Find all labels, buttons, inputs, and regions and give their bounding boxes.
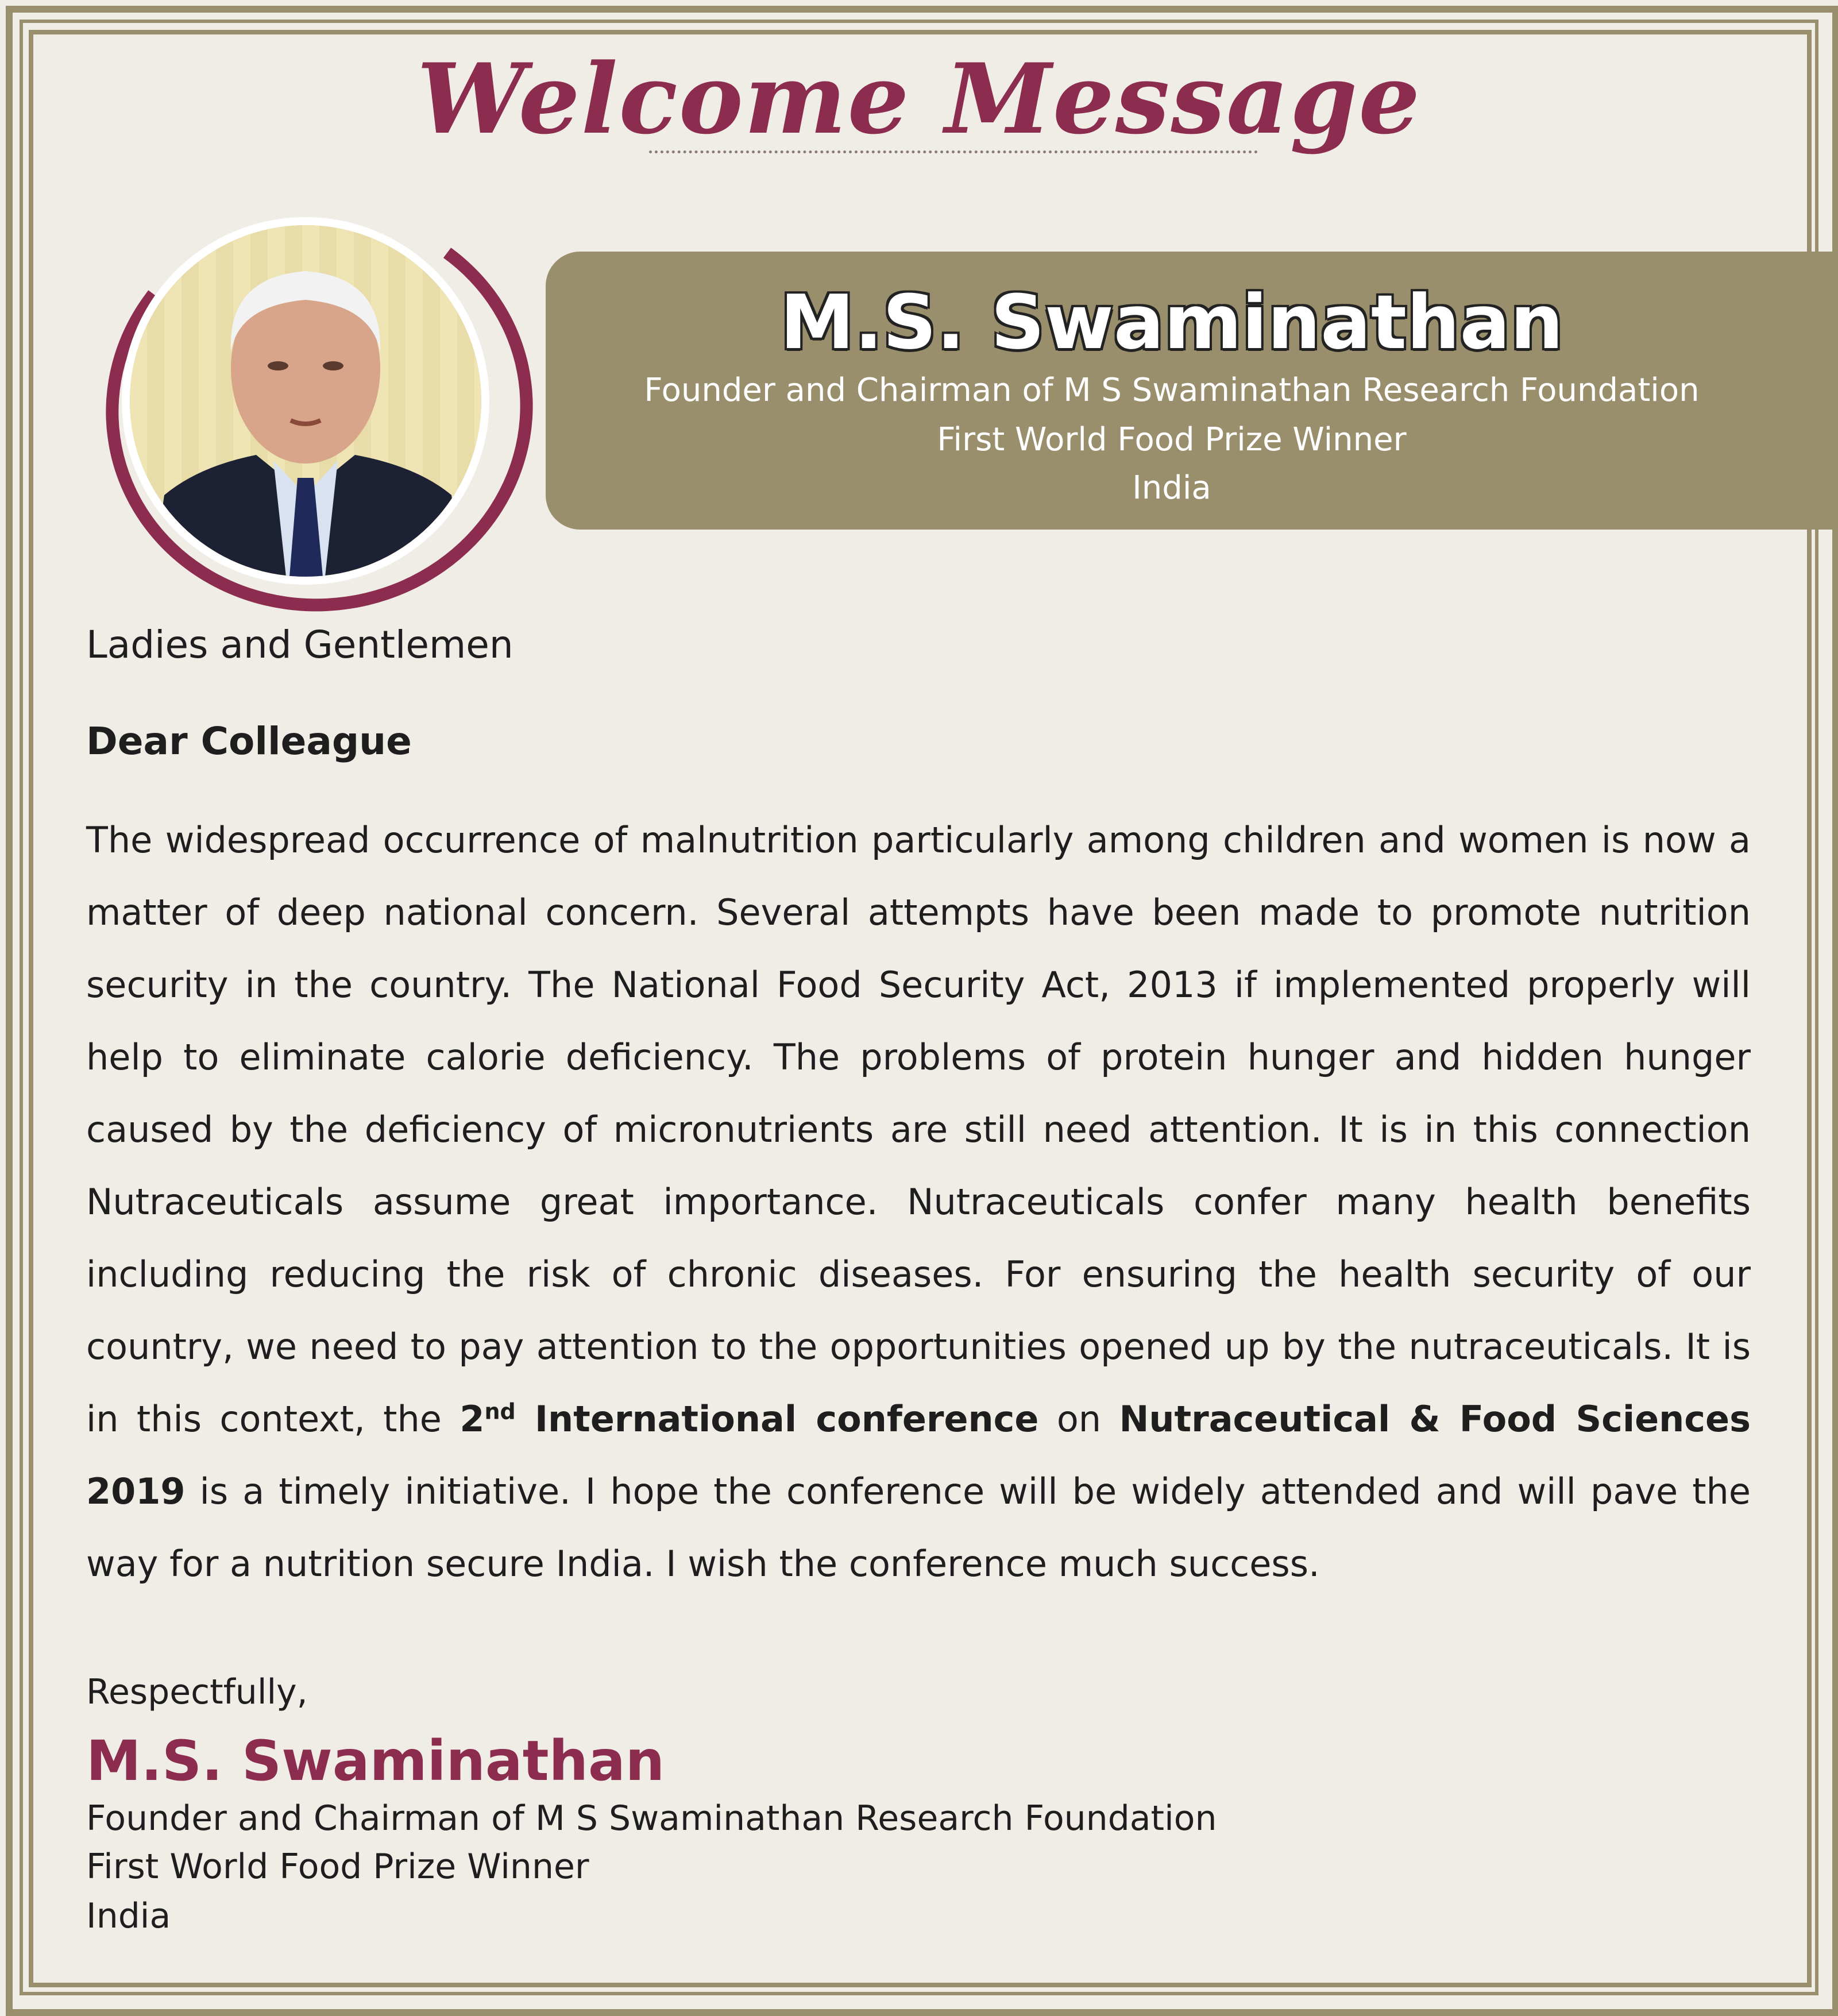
conference-name: International conference bbox=[515, 1398, 1039, 1440]
banner-country: India bbox=[1132, 469, 1211, 507]
body-outro: is a timely initiative. I hope the conference will be widely attended and will pave the way for a nutrition secure India. I wish the conference much success. bbox=[86, 1470, 1751, 1585]
signature-award: First World Food Prize Winner bbox=[86, 1847, 589, 1887]
page-title: Welcome Message bbox=[416, 42, 1422, 156]
signature-country: India bbox=[86, 1896, 171, 1936]
profile-photo bbox=[122, 217, 489, 585]
signature-name: M.S. Swaminathan bbox=[86, 1729, 665, 1793]
salutation-colleague: Dear Colleague bbox=[86, 719, 412, 763]
portrait-illustration bbox=[130, 225, 481, 577]
body-intro: The widespread occurrence of malnutrition particularly among children and women is now a matter of deep national concern. Several attempts have been made to promote nutrition security in the country. The National Food Security Act, 2013 if implemented properly will help to eliminate calorie deficiency. The problems of protein hunger and hidden hunger caused by the deficiency of micronutrients are still need attention. It is in this connection Nutraceuticals assume great importance. Nutraceuticals confer many health benefits including reducing the risk of chronic diseases. For ensuring the health security of our country, we need to pay attention to the opportunities opened up by the nutraceuticals. It is in this context, the bbox=[86, 819, 1751, 1440]
conference-topic: Nutraceutical & Food Sciences 2019 bbox=[86, 1398, 1751, 1512]
conference-ordinal-suffix: nd bbox=[484, 1399, 516, 1424]
banner-role: Founder and Chairman of M S Swaminathan Research Foundation bbox=[644, 372, 1700, 409]
signature-role: Founder and Chairman of M S Swaminathan Research Foundation bbox=[86, 1798, 1217, 1839]
banner-name: M.S. Swaminathan bbox=[780, 279, 1563, 366]
banner-award: First World Food Prize Winner bbox=[937, 421, 1407, 458]
conference-ordinal: 2 bbox=[460, 1398, 485, 1440]
title-dotted-underline bbox=[649, 150, 1258, 153]
salutation-general: Ladies and Gentlemen bbox=[86, 623, 513, 667]
letter-body bbox=[86, 804, 1751, 1600]
conference-on: on bbox=[1038, 1398, 1119, 1440]
closing: Respectfully, bbox=[86, 1672, 308, 1712]
